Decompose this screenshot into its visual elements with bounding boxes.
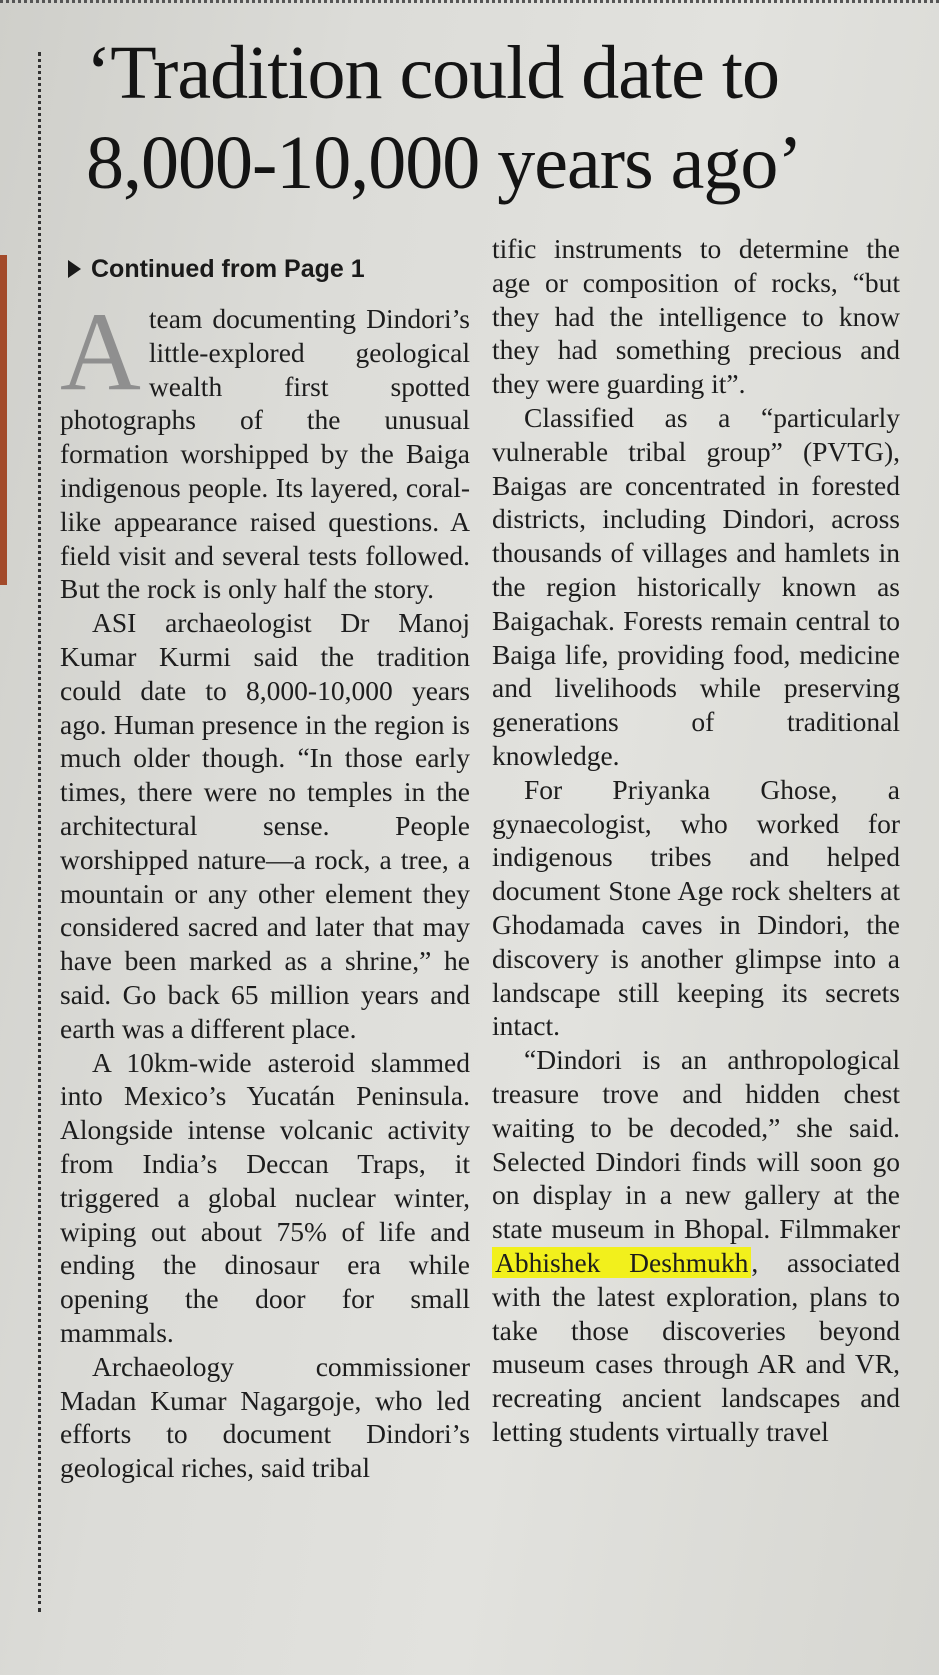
paragraph-8-end: , associated with the latest exploration, plans to take those discoveries beyond museum cases through AR and VR, recreating ancient landscapes and letting students virtually travel (492, 1246, 900, 1447)
paragraph-3: A 10km-wide asteroid slammed into Mexico’s Yucatán Peninsula. Alongside intense volcanic activity from India’s Deccan Traps, it triggered a global nuclear winter, wiping out about 75% of life and ending the dinosaur era while opening the door for small mammals. (60, 1046, 470, 1348)
continued-text: Continued from Page 1 (91, 255, 365, 283)
paragraph-1: team documenting Dindori’s little-explored geological wealth first spotted photographs of the unusual formation worshipped by the Baiga indigenous people. Its layered, coral-like appearance raised questions. A field visit and several tests followed. But the rock is only half the story. (60, 303, 470, 605)
paragraph-8 (492, 1043, 900, 1449)
drop-cap: A (60, 290, 141, 414)
adjacent-page-edge (0, 255, 7, 585)
triangle-arrow-icon (68, 260, 81, 278)
paragraph-2: ASI archaeologist Dr Manoj Kumar Kurmi said the tradition could date to 8,000-10,000 years ago. Human presence in the region is much older though. “In those early times, there were no temples in the architectural sense. People worshipped nature—a rock, a tree, a mountain or any other element they considered sacred and later that may have been marked as a shrine,” he said. Go back 65 million years and earth was a different place. (60, 607, 470, 1044)
headline: ‘Tradition could date to 8,000-10,000 years ago’ (86, 31, 802, 205)
paragraph-5: tific instruments to determine the age or composition of rocks, “but they had the intelligence to know they had something precious and they were guarding it”. (492, 233, 900, 400)
paragraph-7: For Priyanka Ghose, a gynaecologist, who worked for indigenous tribes and helped document Stone Age rock shelters at Ghodamada caves in Dindori, the discovery is another glimpse into a landscape still keeping its secrets intact. (492, 773, 900, 1042)
paragraph-8-start: “Dindori is an anthropological treasure trove and hidden chest waiting to be decoded,” she said. Selected Dindori finds will soon go on display in a new gallery at the state museum in Bhopal. Filmmaker (492, 1044, 900, 1245)
top-dotted-border (0, 0, 939, 9)
paragraph-4: Archaeology commissioner Madan Kumar Nagargoje, who led efforts to document Dindori’s geological riches, said tribal (60, 1350, 470, 1484)
column-dotted-rule (38, 52, 41, 1612)
right-column (492, 232, 900, 1449)
continued-from-label (68, 252, 470, 286)
highlighted-name: Abhishek Deshmukh (492, 1247, 751, 1278)
left-column (60, 252, 470, 1485)
paragraph-6: Classified as a “particularly vulnerable tribal group” (PVTG), Baigas are concentrated in forested districts, including Dindori, across thousands of villages and hamlets in the region historically known as Baigachak. Forests remain central to Baiga life, providing food, medicine and livelihoods while preserving generations of traditional knowledge. (492, 401, 900, 771)
lead-paragraph-block (60, 290, 470, 606)
